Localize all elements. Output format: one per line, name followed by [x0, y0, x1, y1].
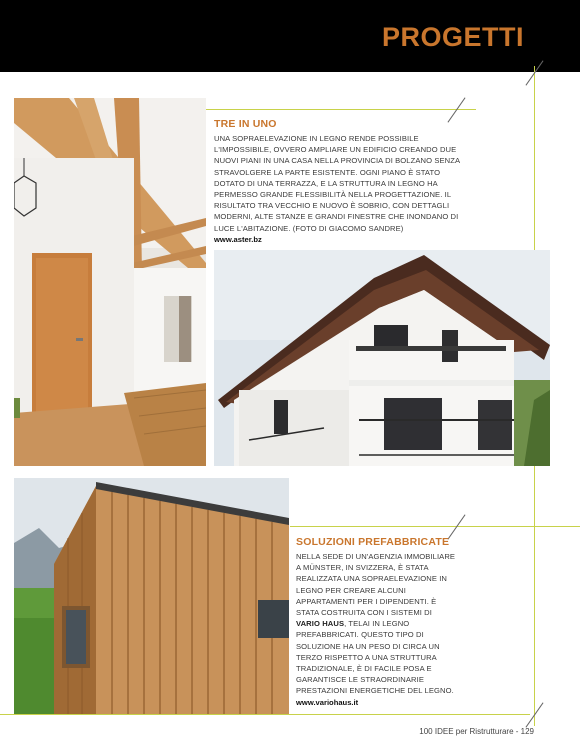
- page-header: [0, 0, 580, 72]
- guide-line-bottom: [0, 714, 530, 715]
- article-body: UNA SOPRAELEVAZIONE IN LEGNO RENDE POSSIBILE L'IMPOSSIBILE, OVVERO AMPLIARE UN EDIFICIO CREANDO DUE NUOVI PIANI IN UNA CASA NELLA PROVINCIA DI BOLZANO SENZA STRAVOLGERE LA PARTE ESISTENTE. OGNI PIANO È STATO DOTATO DI UNA TERRAZZA, E LA STRUTTURA IN LEGNO HA PERMESSO GRANDE FLESSIBILITÀ NELLA PROGETTAZIONE. IL RISULTATO TRA VECCHIO E NUOVO È SOBRIO, CON DETTAGLI MODERNI, ALTE STANZE E GRANDI FINESTRE CHE INONDANO DI LUCE L'ABITAZIONE. (FOTO DI GIACOMO SANDRE): [214, 134, 460, 233]
- prefab-building-photo: [14, 478, 289, 714]
- article-soluzioni-prefabbricate: [296, 536, 456, 707]
- interior-staircase-photo: [14, 98, 206, 466]
- brand-name: VARIO HAUS: [296, 619, 345, 629]
- section-title: PROGETTI: [381, 22, 524, 52]
- crop-mark: [524, 62, 546, 84]
- article-body-end: , TELAI IN LEGNO PREFABBRICATI. QUESTO TIPO DI SOLUZIONE HA UN PESO DI CIRCA UN TERZO RISPETTO A UNA STRUTTURA TRADIZIONALE, È DI FACILE POSA E GARANTISCE LE STRAORDINARIE PRESTAZIONI ENERGETICHE DEL LEGNO.: [296, 619, 454, 696]
- article-body: [296, 551, 456, 697]
- house-exterior-photo: [214, 250, 550, 466]
- crop-mark: [446, 516, 468, 538]
- crop-mark: [524, 704, 546, 726]
- article-tre-in-uno: [214, 118, 468, 244]
- article-title: TRE IN UNO: [214, 118, 277, 130]
- guide-line-middle: [290, 526, 580, 527]
- page-footer: 100 IDEE per Ristrutturare - 129: [419, 727, 534, 736]
- article-title: SOLUZIONI PREFABBRICATE: [296, 536, 450, 548]
- article-link[interactable]: www.aster.bz: [214, 234, 262, 244]
- article-body-start: NELLA SEDE DI UN'AGENZIA IMMOBILIARE A MÜNSTER, IN SVIZZERA, È STATA REALIZZATA UNA SOPRAELEVAZIONE IN LEGNO PER CREARE ALCUNI APPARTAMENTI PER I DIPENDENTI. È STATA COSTRUITA CON I SISTEMI DI: [296, 552, 456, 618]
- article-link[interactable]: www.variohaus.it: [296, 697, 359, 707]
- guide-line-top: [206, 109, 476, 110]
